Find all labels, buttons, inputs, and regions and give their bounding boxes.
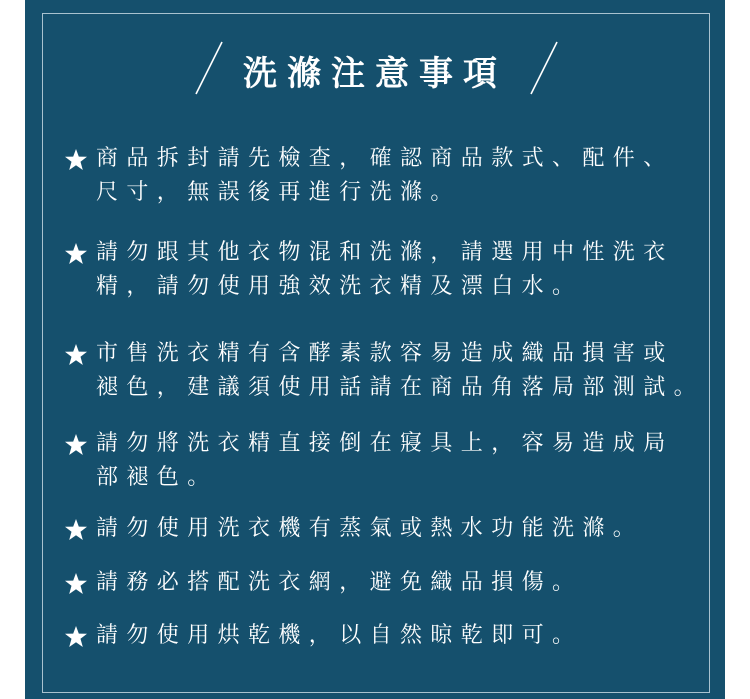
list-item-line: 請勿使用洗衣機有蒸氣或熱水功能洗滌。: [96, 516, 644, 541]
star-icon: [64, 242, 88, 266]
list-item-line: 請務必搭配洗衣網，避免織品損傷。: [96, 570, 583, 595]
list-item: [64, 566, 704, 600]
list-item: [64, 337, 704, 405]
list-item-line: 請勿跟其他衣物混和洗滌，請選用中性洗衣: [96, 240, 674, 265]
list-item-line: 請勿將洗衣精直接倒在寢具上，容易造成局: [96, 431, 674, 456]
star-icon: [64, 148, 88, 172]
star-icon: [64, 625, 88, 649]
star-icon: [64, 433, 88, 457]
list-item: [64, 427, 704, 495]
list-item-line: 商品拆封請先檢查，確認商品款式、配件、: [96, 146, 674, 171]
slash-right-icon: [525, 40, 565, 96]
star-icon: [64, 518, 88, 542]
list-item-line: 精，請勿使用強效洗衣精及漂白水。: [96, 274, 583, 299]
list-item-line: 部褪色。: [96, 465, 218, 490]
page-title: 洗滌注意事項: [243, 54, 507, 94]
star-icon: [64, 572, 88, 596]
list-item: [64, 619, 704, 653]
list-item: [64, 142, 704, 210]
list-item: [64, 236, 704, 304]
title-area: [0, 40, 750, 106]
list-item: [64, 512, 704, 546]
star-icon: [64, 343, 88, 367]
list-item-line: 市售洗衣精有含酵素款容易造成織品損害或: [96, 341, 674, 366]
list-item-line: 請勿使用烘乾機，以自然晾乾即可。: [96, 623, 583, 648]
list-item-line: 褪色，建議須使用話請在商品角落局部測試。: [96, 375, 705, 400]
list-item-line: 尺寸，無誤後再進行洗滌。: [96, 180, 461, 205]
